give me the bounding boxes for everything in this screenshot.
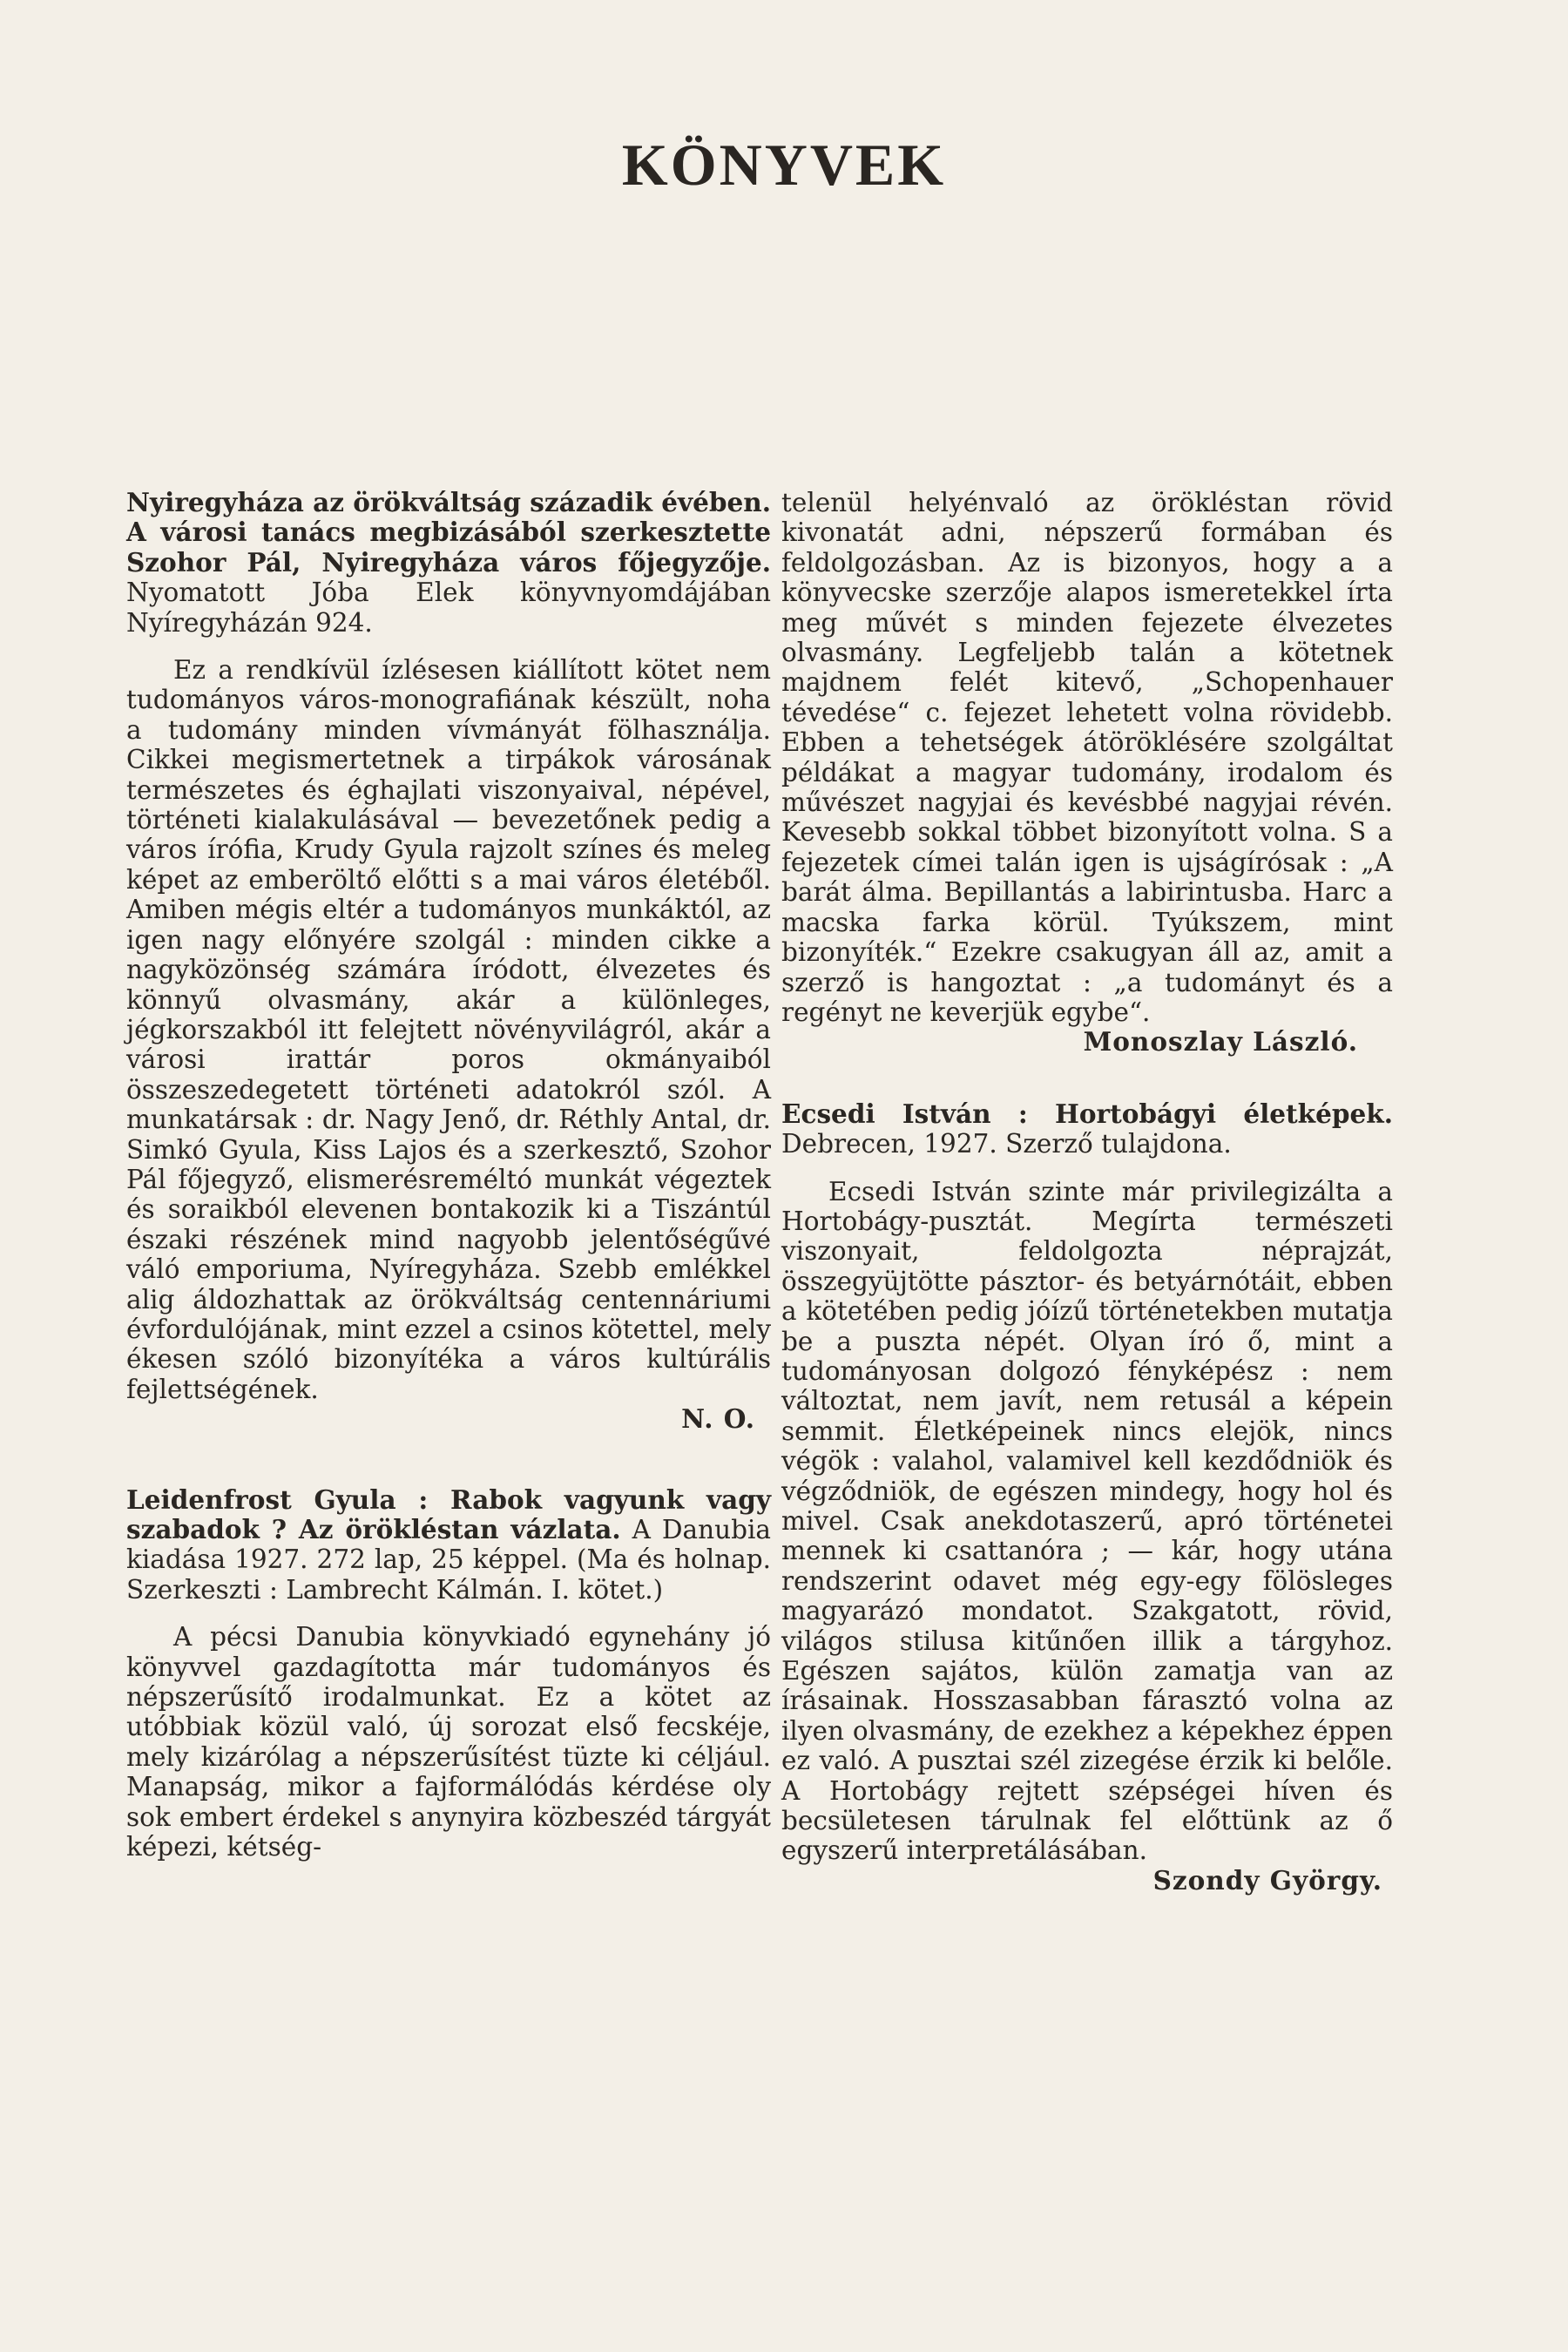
review-1-body: Ez a rendkívül ízlésesen kiállított kötet nem tudományos város-monografiának készült, noha a tudomány minden vívmányát fölhasználja. Cikkei megismertetnek a tirpákok városának természetes és éghajlati viszonyaival, népével, történeti kialakulásával — bevezetőnek pedig a város írófia, Krudy Gyula rajzolt színes és meleg képet az emberöltő előtti s a mai város életéből. Amiben mégis eltér a tudományos munkáktól, az igen nagy előnyére szolgál : minden cikke a nagyközönség számára íródott, élvezetes és könnyű olvasmány, akár a különleges, jégkorszakból itt felejtett növényvilágról, akár a városi irattár poros okmányaiból összeszedegetett történeti adatokról szól. A munkatársak : dr. Nagy Jenő, dr. Réthly Antal, dr. Simkó Gyula, Kiss Lajos és a szerkesztő, Szohor Pál főjegyző, elismerésreméltó munkát végeztek és soraikból elevenen bontakozik ki a Tiszántúl északi részének mind nagyobb jelentőségűvé váló emporiuma, Nyíregyháza. Szebb emlékkel alig áldozhattak az örökváltság centennáriumi évfordulójának, mint ezzel a csinos kötettel, mely ékesen szóló bizonyítéka a város kultúrális fejlettségének. bbox=[126, 655, 771, 1404]
review-2-author: Leidenfrost Gyula : bbox=[126, 1484, 429, 1515]
review-2-bib-publisher: A Danubia kiadása 1927. 272 lap, 25 képpel. (Ma és holnap. Szerkeszti : Lambrecht Kálmán. I. kötet.) bbox=[126, 1515, 771, 1605]
review-3-signature: Szondy György. bbox=[1152, 1864, 1382, 1896]
right-column bbox=[781, 488, 1393, 1896]
review-1-signature: N. O. bbox=[681, 1403, 755, 1435]
review-3-author: Ecsedi István : bbox=[781, 1098, 1028, 1129]
review-2-body-part-2: telenül helyénvaló az örökléstan rövid kivonatát adni, népszerű formában és feldolgozásban. Az is bizonyos, hogy a a könyvecske szerzője alapos ismeretekkel írta meg művét s minden fejezete élvezetes olvasmány. Legfeljebb talán a kötetnek majdnem felét kitevő, „Schopenhauer tévedése“ c. fejezet lehetett volna rövidebb. Ebben a tehetségek átöröklésére szolgáltat példákat a magyar tudomány, irodalom és művészet nagyjai és kevésbbé nagyjai révén. Kevesebb sokkal többet bizonyított volna. S a fejezetek címei talán igen is ujságírósak : „A barát álma. Bepillantás a labirintusba. Harc a macska farka körül. Tyúkszem, mint bizonyíték.“ Ezekre csakugyan áll az, amit a szerző is hangoztat : „a tudományt és a regényt ne keverjük egybe“. bbox=[781, 488, 1393, 1027]
page-title: KÖNYVEK bbox=[621, 132, 947, 198]
left-column bbox=[126, 488, 771, 1862]
review-3-bibliography bbox=[781, 1099, 1393, 1159]
review-3-work-title: Hortobágyi életképek. bbox=[1027, 1098, 1393, 1129]
review-2-bibliography bbox=[126, 1485, 771, 1605]
review-1-bib-title: Nyiregyháza az örökváltság századik évében. A városi tanács megbizásából szerkesztette Szohor Pál, Nyiregyháza város főjegyzője. bbox=[126, 487, 771, 578]
review-3-body: Ecsedi István szinte már privilegizálta a Hortobágy-pusztát. Megírta természeti viszonyait, feldolgozta néprajzát, összegyüjtötte pásztor- és betyárnótáit, ebben a kötetében pedig jóízű történetekben mutatja be a puszta népét. Olyan író ő, mint a tudományosan dolgozó fényképész : nem változtat, nem javít, nem retusál a képein semmit. Életképeinek nincs elejök, nincs végök : valahol, valamivel kell kezdődniök és végződniök, de egészen mindegy, hogy hol és mivel. Csak anekdotaszerű, apró történetei mennek ki csattanóra ; — kár, hogy utána rendszerint odavet még egy-egy fölösleges magyarázó mondatot. Szakgatott, rövid, világos stilusa kitűnően illik a tárgyhoz. Egészen sajátos, külön zamatja van az írásainak. Hosszasabban fárasztó volna az ilyen olvasmány, de ezekhez a képekhez éppen ez való. A pusztai szél zizegése érzik ki belőle. A Hortobágy rejtett szépségei híven és becsületesen tárulnak fel előttünk az ő egyszerű interpretálásában. bbox=[781, 1176, 1393, 1866]
review-2-signature: Monoszlay László. bbox=[1083, 1026, 1358, 1058]
review-1-bibliography bbox=[126, 488, 771, 638]
review-2-work-title: Rabok vagyunk vagy szabadok ? Az örökléstan vázlata. bbox=[126, 1484, 771, 1544]
review-3-bib-publisher: Debrecen, 1927. Szerző tulajdona. bbox=[781, 1129, 1232, 1159]
review-1-bib-publisher: Nyomatott Jóba Elek könyvnyomdájában Nyíregyházán 924. bbox=[126, 578, 771, 638]
review-2-body-part-1: A pécsi Danubia könyvkiadó egynehány jó könyvvel gazdagította már tudományos és népszerűsítő irodalmunkat. Ez a kötet az utóbbiak közül való, új sorozat első fecskéje, mely kizárólag a népszerűsítést tüzte ki céljául. Manapság, mikor a fajformálódás kérdése oly sok embert érdekel s anynyira közbeszéd tárgyát képezi, kétség- bbox=[126, 1622, 771, 1862]
